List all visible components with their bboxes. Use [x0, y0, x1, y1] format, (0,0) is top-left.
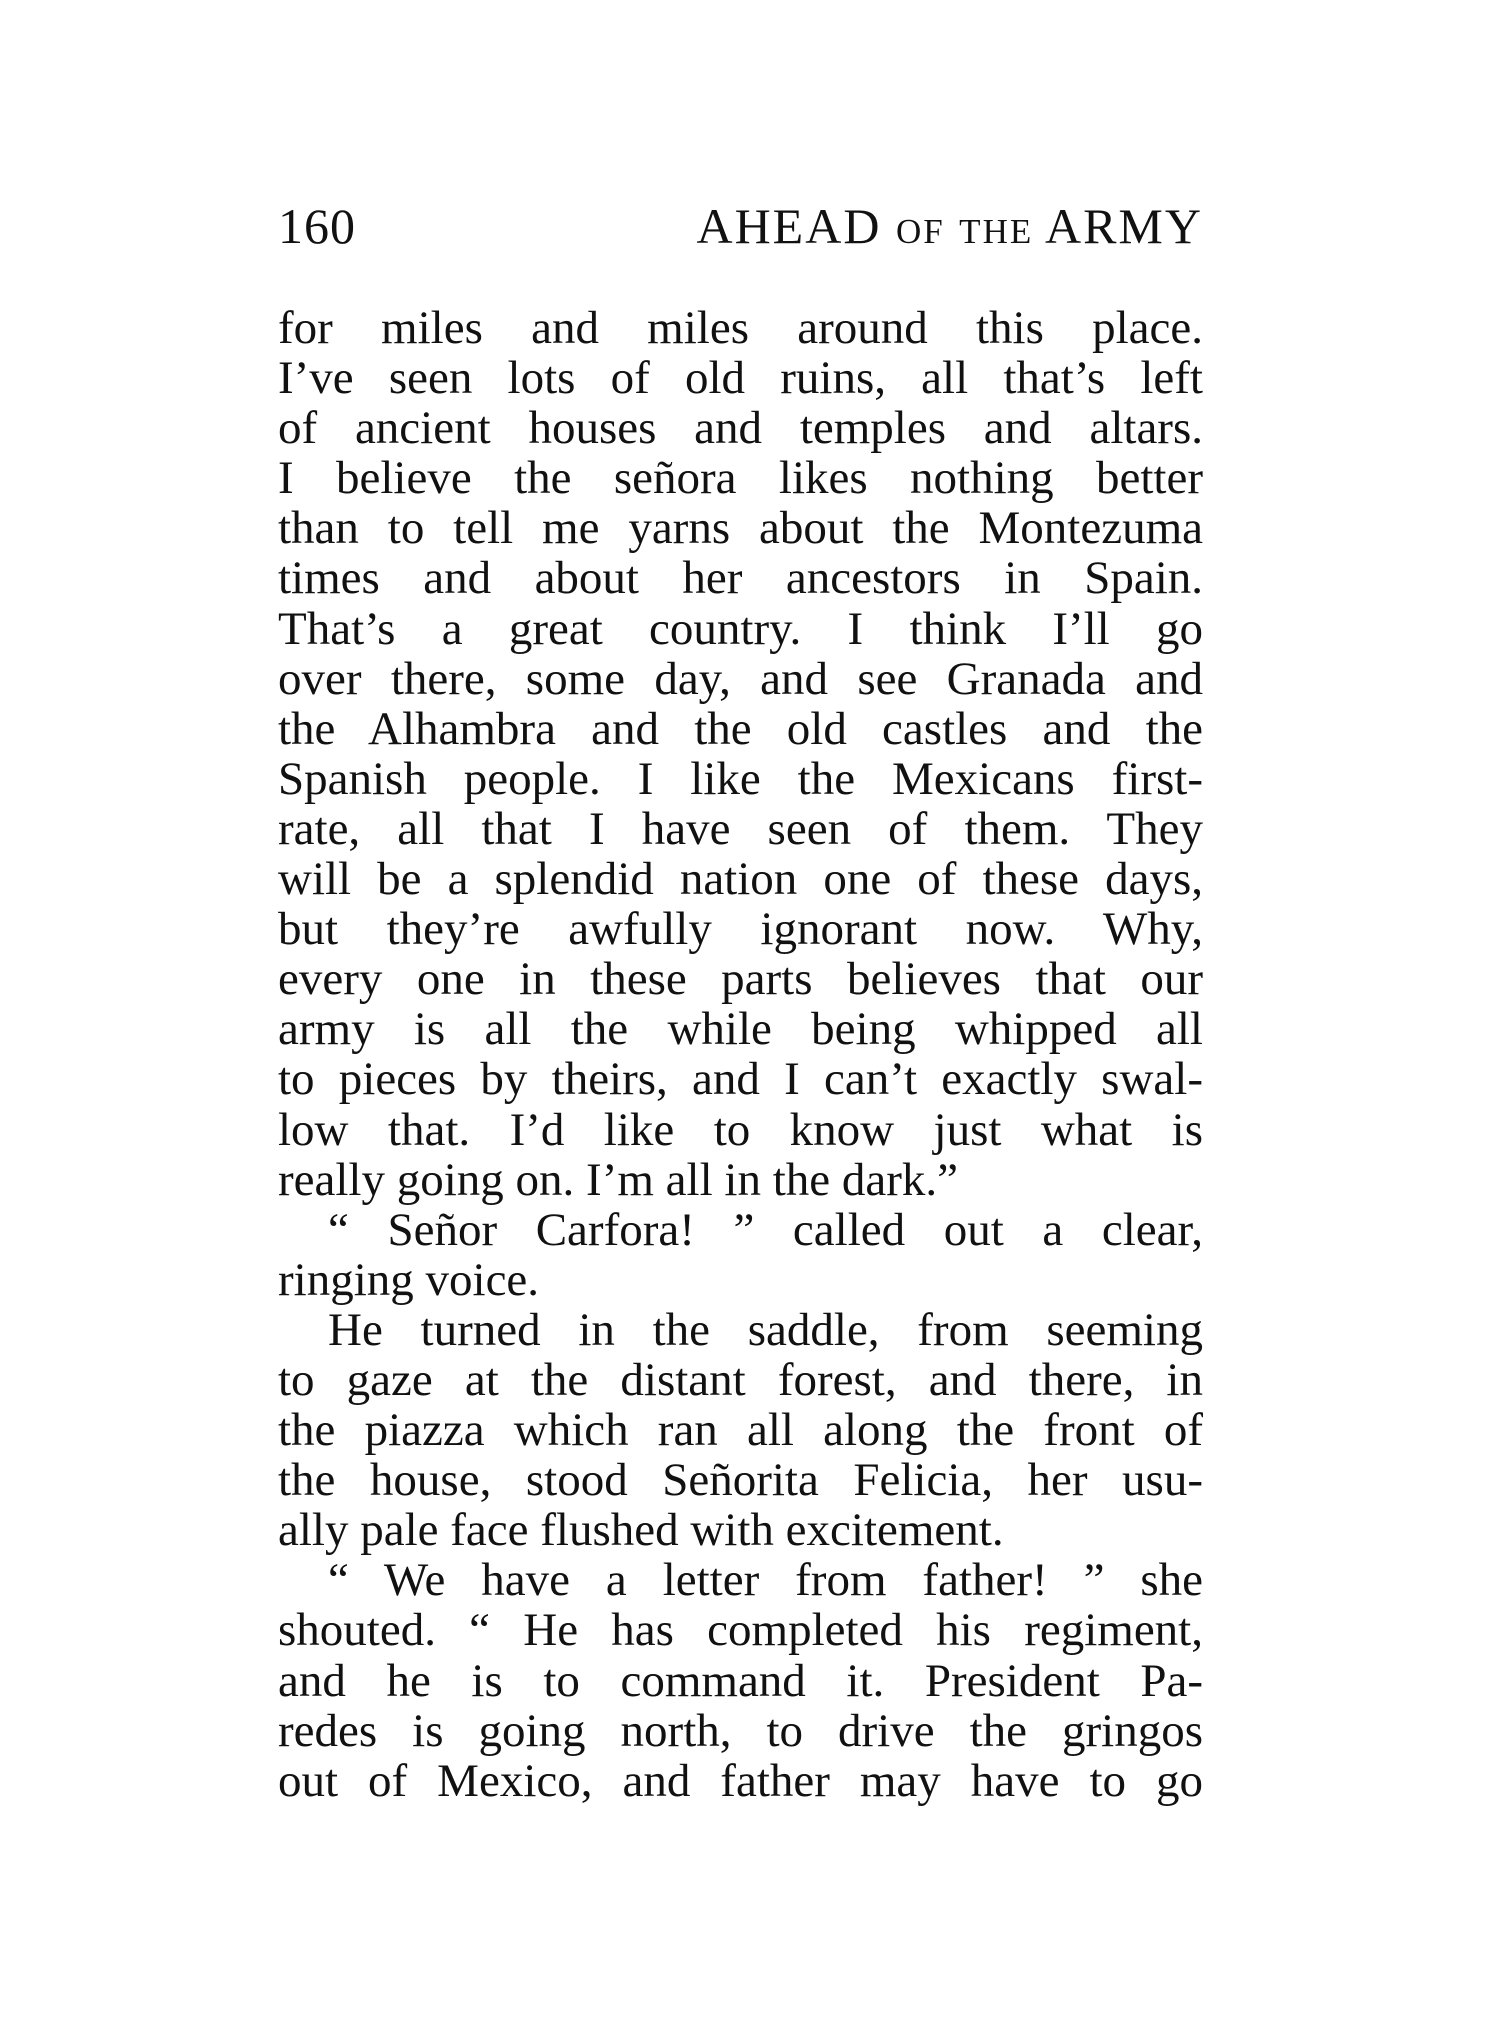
text-line: shouted. “ He has completed his regiment, — [278, 1605, 1203, 1656]
text-line: the house, stood Señorita Felicia, her usu- — [278, 1455, 1203, 1506]
page-number: 160 — [278, 198, 356, 254]
text-line: but they’re awfully ignorant now. Why, — [278, 904, 1203, 955]
running-title: AHEAD of the ARMY — [696, 198, 1203, 254]
text-line: of ancient houses and temples and altars. — [278, 403, 1203, 454]
text-line: will be a splendid nation one of these days, — [278, 854, 1203, 905]
text-line: and he is to command it. President Pa- — [278, 1655, 1203, 1706]
text-line: “ Señor Carfora! ” called out a clear, — [328, 1204, 1203, 1255]
text-line: I believe the señora likes nothing better — [278, 453, 1203, 504]
text-line: to gaze at the distant forest, and there, in — [278, 1354, 1203, 1406]
text-line: ally pale face flushed with excitement. — [278, 1505, 1004, 1556]
text-line: Spanish people. I like the Mexicans first- — [278, 753, 1203, 804]
text-line: out of Mexico, and father may have to go — [278, 1755, 1203, 1806]
text-line: “ We have a letter from father! ” she — [328, 1555, 1203, 1606]
text-line: low that. I’d like to know just what is — [278, 1104, 1203, 1155]
text-line: ringing voice. — [278, 1254, 540, 1305]
text-line: really going on. I’m all in the dark.” — [278, 1154, 958, 1205]
text-line: every one in these parts believes that our — [278, 954, 1203, 1005]
text-line: times and about her ancestors in Spain. — [278, 553, 1203, 604]
text-line: rate, all that I have seen of them. They — [278, 803, 1203, 855]
body-text — [278, 303, 1203, 1806]
text-line: to pieces by theirs, and I can’t exactly swal- — [278, 1054, 1203, 1105]
text-line: than to tell me yarns about the Montezuma — [278, 503, 1203, 554]
text-line: over there, some day, and see Granada and — [278, 653, 1203, 704]
text-line: redes is going north, to drive the gringos — [278, 1705, 1203, 1756]
running-head — [278, 196, 1203, 256]
text-line: the piazza which ran all along the front of — [278, 1405, 1203, 1456]
text-line: That’s a great country. I think I’ll go — [278, 603, 1203, 654]
text-line: He turned in the saddle, from seeming — [328, 1304, 1203, 1355]
text-line: army is all the while being whipped all — [278, 1004, 1203, 1055]
text-line: the Alhambra and the old castles and the — [278, 703, 1203, 754]
text-line: for miles and miles around this place. — [278, 303, 1203, 354]
text-line: I’ve seen lots of old ruins, all that’s left — [278, 353, 1203, 404]
